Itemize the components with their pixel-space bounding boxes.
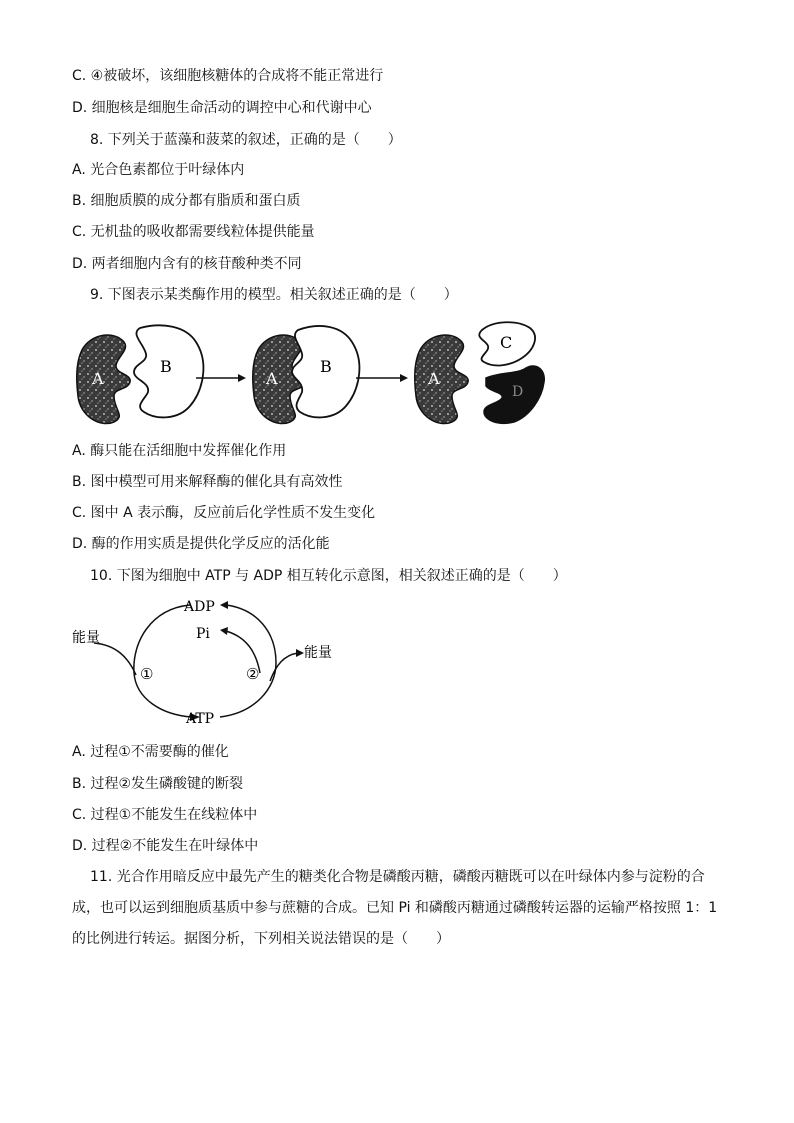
- energy-in-arc: [94, 643, 136, 675]
- pi-arrowhead: [220, 627, 228, 635]
- label-d: D: [512, 384, 524, 400]
- label-a: A: [92, 369, 104, 388]
- q9-option-b: B. 图中模型可用来解释酶的催化具有高效性: [72, 474, 343, 490]
- label-c: C: [500, 333, 513, 352]
- atp-adp-cycle-figure: [70, 595, 350, 730]
- q10-option-b: B. 过程②发生磷酸键的断裂: [72, 776, 244, 792]
- q10-option-a: A. 过程①不需要酶的催化: [72, 744, 229, 760]
- q9-option-c: C. 图中 A 表示酶，反应前后化学性质不发生变化: [72, 505, 376, 521]
- energy-out-label: 能量: [304, 645, 332, 661]
- released-label-a: A: [428, 369, 440, 388]
- process-2-label: ②: [246, 665, 260, 683]
- adp-arrowhead: [220, 601, 228, 609]
- arrowhead-2: [400, 374, 408, 382]
- q7-option-d: D. 细胞核是细胞生命活动的调控中心和代谢中心: [72, 100, 372, 116]
- q7-option-c: C. ④被破坏，该细胞核糖体的合成将不能正常进行: [72, 68, 384, 84]
- label-b: B: [160, 357, 172, 376]
- released-enzyme-shape: [415, 335, 468, 424]
- arrowhead-1: [238, 374, 246, 382]
- q8-option-d: D. 两者细胞内含有的核苷酸种类不同: [72, 256, 302, 272]
- q9-option-a: A. 酶只能在活细胞中发挥催化作用: [72, 443, 287, 459]
- complex-label-a: A: [266, 369, 278, 388]
- q10-stem: 10. 下图为细胞中 ATP 与 ADP 相互转化示意图，相关叙述正确的是（ ）: [90, 568, 567, 584]
- pi-label: Pi: [196, 626, 210, 642]
- q10-option-c: C. 过程①不能发生在线粒体中: [72, 807, 258, 823]
- energy-in-label: 能量: [72, 630, 100, 646]
- q9-stem: 9. 下图表示某类酶作用的模型。相关叙述正确的是（ ）: [90, 287, 458, 303]
- q8-option-a: A. 光合色素都位于叶绿体内: [72, 162, 245, 178]
- q10-option-d: D. 过程②不能发生在叶绿体中: [72, 838, 259, 854]
- process-1-label: ①: [140, 665, 154, 683]
- q11-stem: 11. 光合作用暗反应中最先产生的糖类化合物是磷酸丙糖，磷酸丙糖既可以在叶绿体内参与淀粉的合成，也可以运到细胞质基质中参与蔗糖的合成。已知 Pi 和磷酸丙糖通过磷酸转运器的运输严格按照 1：1 的比例进行转运。据图分析，下列相关说法错误的是（ ）: [72, 869, 718, 947]
- adp-label: ADP: [184, 599, 215, 615]
- complex-label-b: B: [320, 357, 332, 376]
- energy-out-arrowhead: [296, 649, 304, 657]
- q9-option-d: D. 酶的作用实质是提供化学反应的活化能: [72, 536, 330, 552]
- process-2-arc: [220, 605, 276, 717]
- q8-stem: 8. 下列关于蓝藻和菠菜的叙述，正确的是（ ）: [90, 132, 402, 148]
- q8-option-b: B. 细胞质膜的成分都有脂质和蛋白质: [72, 193, 301, 209]
- q8-option-c: C. 无机盐的吸收都需要线粒体提供能量: [72, 224, 315, 240]
- process-1-arc: [134, 605, 192, 717]
- enzyme-model-figure: [70, 316, 560, 432]
- atp-label: ATP: [186, 711, 215, 727]
